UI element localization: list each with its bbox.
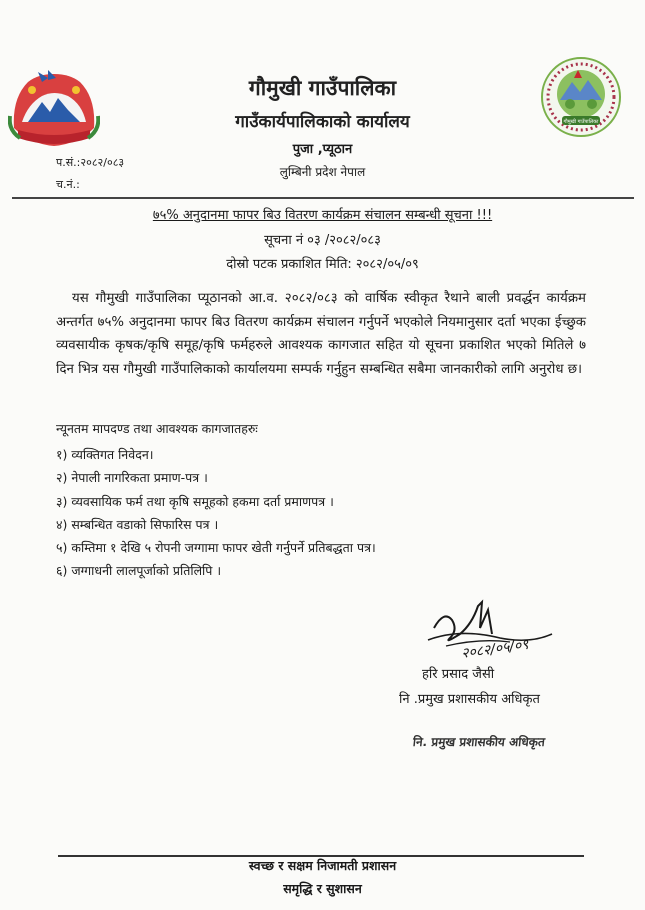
office-address: पुजा ,प्यूठान xyxy=(292,142,353,157)
signature-date: २०८२/०५/०९ xyxy=(460,636,530,662)
office-province: लुम्बिनी प्रदेश नेपाल xyxy=(279,165,366,179)
list-item: १) व्यक्तिगत निवेदन। xyxy=(56,447,154,462)
footer-slogan-line1: स्वच्छ र सक्षम निजामती प्रशासन xyxy=(248,858,397,873)
notice-number: सूचना नं ०३ /२०८२/०८३ xyxy=(264,233,381,248)
list-item: ६) जग्गाधनी लालपूर्जाको प्रतिलिपि । xyxy=(56,563,222,579)
logo-text: गौमुखी गाउँपालिका xyxy=(563,119,599,125)
signatory-designation: नि .प्रमुख प्रशासकीय अधिकृत xyxy=(399,692,540,707)
official-stamp: नि. प्रमुख प्रशासकीय अधिकृत xyxy=(412,735,546,749)
list-item: ५) कम्तिमा १ देखि ५ रोपनी जग्गामा फापर खेती गर्नुपर्ने प्रतिबद्धता पत्र। xyxy=(56,540,376,556)
letter-reference-number: प.सं.:२०८२/०८३ xyxy=(56,156,125,169)
footer-slogan-line2: समृद्धि र सुशासन xyxy=(283,881,362,896)
signature xyxy=(420,598,570,664)
notice-title: ७५% अनुदानमा फापर बिउ वितरण कार्यक्रम संचालन सम्बन्धी सूचना !!! xyxy=(152,208,493,223)
list-item: २) नेपाली नागरिकता प्रमाण-पत्र । xyxy=(56,470,208,486)
notice-published-date: दोस्रो पटक प्रकाशित मिति: २०८२/०५/०९ xyxy=(226,257,419,272)
signatory-name: हरि प्रसाद जैसी xyxy=(422,667,495,682)
list-item: ३) व्यवसायिक फर्म तथा कृषि समूहको हकमा दर्ता प्रमाणपत्र । xyxy=(56,493,334,509)
requirements-heading: न्यूनतम मापदण्ड तथा आवश्यक कागजातहरुः xyxy=(56,421,258,436)
office-name: गौमुखी गाउँपालिका xyxy=(248,76,397,100)
dispatch-number: च.नं.: xyxy=(56,178,80,191)
header-divider xyxy=(12,197,634,199)
list-item: ४) सम्बन्धित वडाको सिफारिस पत्र । xyxy=(56,516,219,532)
notice-body: यस गौमुखी गाउँपालिका प्यूठानको आ.व. २०८२/०८३ को वार्षिक स्वीकृत रैथाने बाली प्रवर्द्धन कार्यक्रम अन्तर्गत ७५% अनुदानमा फापर बिउ वितरण कार्यक्रम संचालन गर्नुपर्ने भएकोले नियमानुसार दर्ता भएका ईच्छुक व्यवसायीक कृषक/कृषि समूह/कृषि फर्महरुले आवश्यक कागजात सहित यो सूचना प्रकाशित भएको मितिले ७ दिन भित्र यस गौमुखी गाउँपालिकाको कार्यालयमा सम्पर्क गर्नुहुन सम्बन्धित सबैमा जानकारीको लागि अनुरोध छ। xyxy=(56,291,586,377)
requirements-list xyxy=(56,443,376,583)
office-subtitle: गाउँकार्यपालिकाको कार्यालय xyxy=(235,112,410,132)
